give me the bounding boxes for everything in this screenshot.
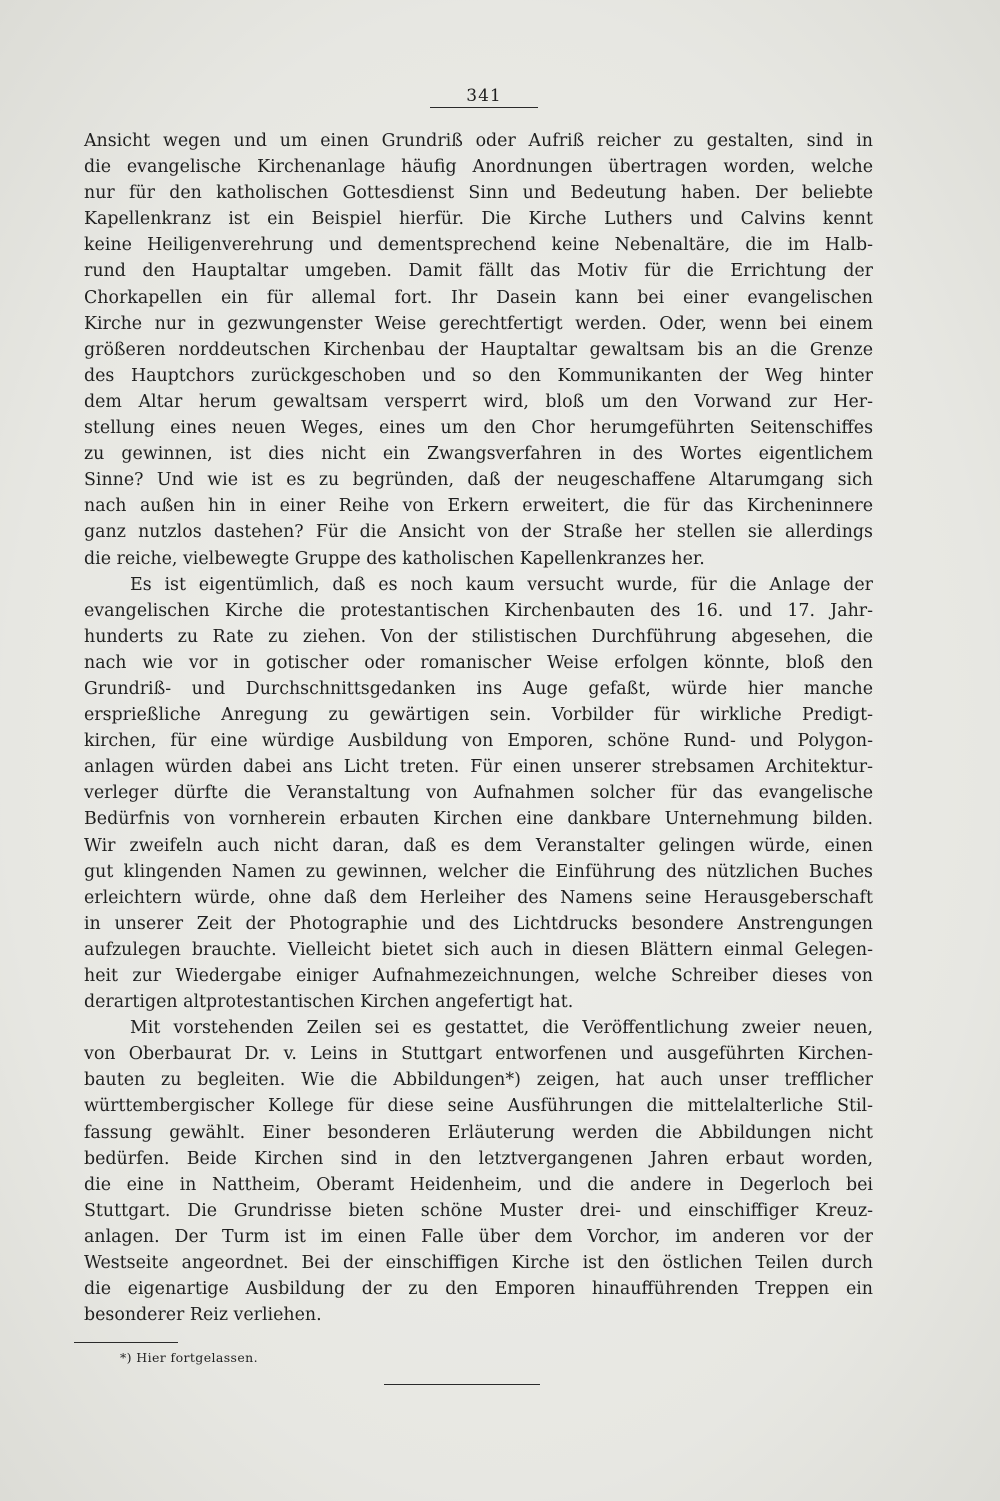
text-line: zu gewinnen, ist dies nicht ein Zwangsverfahren in des Wortes eigentlichem xyxy=(84,444,873,465)
page-number: 341 xyxy=(430,86,538,108)
text-line: derartigen altprotestantischen Kirchen angefertigt hat. xyxy=(84,992,574,1013)
paragraph-3 xyxy=(84,1015,873,1328)
text-line: besonderer Reiz verliehen. xyxy=(84,1305,322,1326)
text-line: keine Heiligenverehrung und dementsprechend keine Nebenaltäre, die im Halb- xyxy=(84,235,873,256)
text-line: württembergischer Kollege für diese seine Ausführungen die mittelalterliche Stil- xyxy=(84,1096,873,1117)
text-line: des Hauptchors zurückgeschoben und so den Kommunikanten der Weg hinter xyxy=(84,365,873,386)
text-line: rund den Hauptaltar umgeben. Damit fällt das Motiv für die Errichtung der xyxy=(84,261,873,282)
end-divider xyxy=(384,1384,540,1385)
text-line: kirchen, für eine würdige Ausbildung von Emporen, schöne Rund- und Polygon- xyxy=(84,731,873,752)
text-line: hunderts zu Rate zu ziehen. Von der stilistischen Durchführung abgesehen, die xyxy=(84,626,873,647)
text-line: stellung eines neuen Weges, eines um den Chor herumgeführten Seitenschiffes xyxy=(84,418,873,439)
text-line: Grundriß- und Durchschnittsgedanken ins Auge gefaßt, würde hier manche xyxy=(84,678,873,699)
text-line: nach außen hin in einer Reihe von Erkern erweitert, die für das Kircheninnere xyxy=(84,496,873,517)
text-line: anlagen würden dabei ans Licht treten. Für einen unserer strebsamen Architektur- xyxy=(84,757,873,778)
text-line: Kirche nur in gezwungenster Weise gerechtfertigt werden. Oder, wenn bei einem xyxy=(84,313,873,334)
paragraph-1 xyxy=(84,128,873,572)
text-line: Wir zweifeln auch nicht daran, daß es dem Veranstalter gelingen würde, einen xyxy=(84,835,873,856)
footnote: *) Hier fortgelassen. xyxy=(120,1350,258,1365)
text-line: Ansicht wegen und um einen Grundriß oder Aufriß reicher zu gestalten, sind in xyxy=(84,131,873,151)
text-line: größeren norddeutschen Kirchenbau der Hauptaltar gewaltsam bis an die Grenze xyxy=(84,339,873,360)
text-line: aufzulegen brauchte. Vielleicht bietet sich auch in diesen Blättern einmal Gelegen- xyxy=(84,939,873,960)
paragraph-2 xyxy=(84,572,873,1016)
text-line: anlagen. Der Turm ist im einen Falle über dem Vorchor, im anderen vor der xyxy=(84,1226,873,1247)
text-line: Sinne? Und wie ist es zu begründen, daß der neugeschaffene Altarumgang sich xyxy=(84,470,873,491)
text-line: dem Altar herum gewaltsam versperrt wird, bloß um den Vorwand zur Her- xyxy=(84,391,873,412)
text-line: bauten zu begleiten. Wie die Abbildungen*) zeigen, hat auch unser trefflicher xyxy=(84,1070,873,1091)
text-line: nur für den katholischen Gottesdienst Sinn und Bedeutung haben. Der beliebte xyxy=(84,183,873,204)
text-line: Stuttgart. Die Grundrisse bieten schöne Muster drei- und einschiffiger Kreuz- xyxy=(84,1200,873,1221)
footnote-divider xyxy=(74,1342,178,1343)
text-line: Es ist eigentümlich, daß es noch kaum versucht wurde, für die Anlage der xyxy=(130,574,873,595)
body-text xyxy=(84,128,873,1328)
text-line: ersprießliche Anregung zu gewärtigen sein. Vorbilder für wirkliche Predigt- xyxy=(84,705,873,726)
text-line: von Oberbaurat Dr. v. Leins in Stuttgart entworfenen und ausgeführten Kirchen- xyxy=(84,1044,873,1065)
text-line: bedürfen. Beide Kirchen sind in den letztvergangenen Jahren erbaut worden, xyxy=(84,1148,873,1169)
text-line: Kapellenkranz ist ein Beispiel hierfür. Die Kirche Luthers und Calvins kennt xyxy=(84,209,873,230)
text-line: verleger dürfte die Veranstaltung von Aufnahmen solcher für das evangelische xyxy=(84,783,873,804)
text-line: ganz nutzlos dastehen? Für die Ansicht von der Straße her stellen sie allerdings xyxy=(84,522,873,543)
text-line: Bedürfnis von vornherein erbauten Kirchen eine dankbare Unternehmung bilden. xyxy=(84,809,873,830)
text-line: evangelischen Kirche die protestantischen Kirchenbauten des 16. und 17. Jahr- xyxy=(84,600,873,621)
text-line: heit zur Wiedergabe einiger Aufnahmezeichnungen, welche Schreiber dieses von xyxy=(84,966,873,986)
text-line: die eine in Nattheim, Oberamt Heidenheim, und die andere in Degerloch bei xyxy=(84,1174,873,1195)
text-line: Westseite angeordnet. Bei der einschiffigen Kirche ist den östlichen Teilen durch xyxy=(84,1253,873,1274)
text-line: die reiche, vielbewegte Gruppe des katholischen Kapellenkranzes her. xyxy=(84,548,705,569)
text-line: fassung gewählt. Einer besonderen Erläuterung werden die Abbildungen nicht xyxy=(84,1122,873,1143)
text-line: nach wie vor in gotischer oder romanischer Weise erfolgen könnte, bloß den xyxy=(84,652,873,673)
text-line: in unserer Zeit der Photographie und des Lichtdrucks besondere Anstrengungen xyxy=(84,913,873,934)
text-line: die eigenartige Ausbildung der zu den Emporen hinaufführenden Treppen ein xyxy=(84,1279,873,1300)
text-line: Chorkapellen ein für allemal fort. Ihr Dasein kann bei einer evangelischen xyxy=(84,287,873,308)
text-line: erleichtern würde, ohne daß dem Herleiher des Namens seine Herausgeberschaft xyxy=(84,887,873,908)
text-line: gut klingenden Namen zu gewinnen, welcher die Einführung des nützlichen Buches xyxy=(84,861,873,882)
text-line: die evangelische Kirchenanlage häufig Anordnungen übertragen worden, welche xyxy=(84,157,873,178)
text-line: Mit vorstehenden Zeilen sei es gestattet, die Veröffentlichung zweier neuen, xyxy=(130,1018,873,1039)
